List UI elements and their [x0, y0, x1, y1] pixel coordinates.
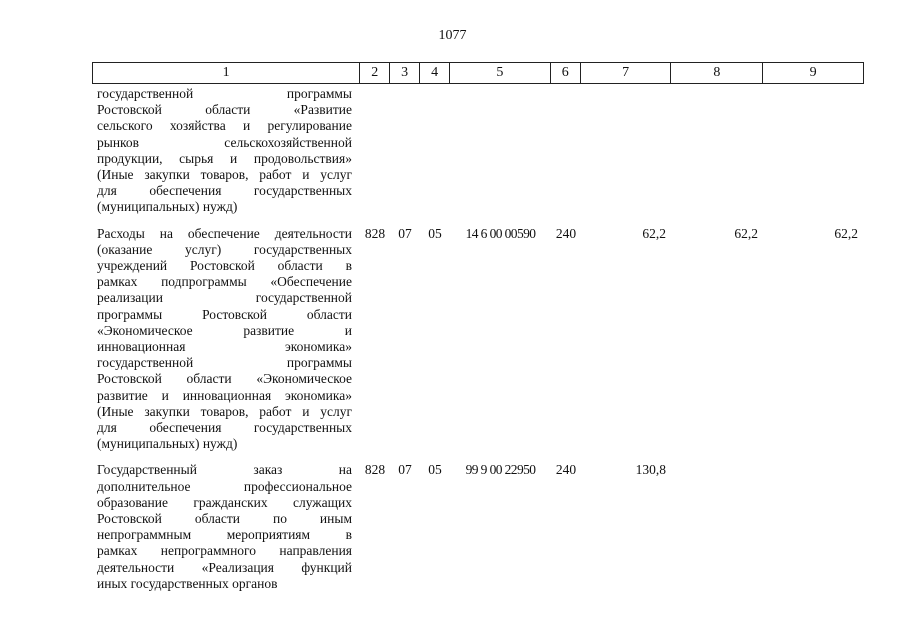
table-row	[92, 462, 864, 592]
description-line: Ростовской области «Экономическое	[97, 371, 352, 387]
cell-column-3: 07	[398, 462, 412, 478]
cell-column-4: 05	[428, 225, 442, 241]
description-line: рамках непрограммного направления	[97, 543, 352, 559]
cell-column-5: 14 6 00 00590	[465, 225, 536, 241]
description-line: (муниципальных) нужд)	[97, 436, 238, 452]
column-header-8: 8	[671, 63, 763, 83]
description-line: «Экономическое развитие и	[97, 322, 352, 338]
cell-column-7: 62,2	[642, 225, 666, 241]
table-body	[92, 86, 864, 592]
description-line: государственной программы	[97, 355, 352, 371]
description-line: (муниципальных) нужд)	[97, 199, 238, 215]
cell-column-3: 07	[398, 225, 412, 241]
table-row	[92, 86, 864, 216]
cell-column-9: 62,2	[834, 225, 858, 241]
description-line: (оказание услуг) государственных	[97, 241, 352, 257]
column-header-4: 4	[420, 63, 450, 83]
cell-column-2: 828	[364, 462, 386, 478]
description-line: программы Ростовской области	[97, 306, 352, 322]
description-cell	[92, 226, 360, 453]
description-cell	[92, 462, 360, 592]
description-line: иных государственных органов	[97, 575, 278, 591]
description-line: (Иные закупки товаров, работ и услуг	[97, 167, 352, 183]
cell-column-5: 99 9 00 22950	[465, 462, 536, 478]
description-line: сельского хозяйства и регулирование	[97, 118, 352, 134]
description-line: учреждений Ростовской области в	[97, 258, 352, 274]
column-header-1: 1	[93, 63, 360, 83]
cell-column-4: 05	[428, 462, 442, 478]
description-line: продукции, сырья и продовольствия»	[97, 150, 352, 166]
description-line: рынков сельскохозяйственной	[97, 134, 352, 150]
cell-column-2: 828	[364, 225, 386, 241]
description-line: Государственный заказ на	[97, 462, 352, 478]
description-line: инновационная экономика»	[97, 339, 352, 355]
page-number: 1077	[438, 28, 467, 43]
column-header-9: 9	[809, 65, 817, 80]
description-line: рамках подпрограммы «Обеспечение	[97, 274, 352, 290]
description-line: образование гражданских служащих	[97, 494, 352, 510]
column-header-3: 3	[390, 63, 420, 83]
description-line: для обеспечения государственных	[97, 183, 352, 199]
column-header-7: 7	[581, 63, 672, 83]
description-line: для обеспечения государственных	[97, 420, 352, 436]
column-header-5: 5	[450, 63, 551, 83]
description-line: (Иные закупки товаров, работ и услуг	[97, 403, 352, 419]
cell-column-8: 62,2	[734, 225, 758, 241]
description-cell	[92, 86, 360, 216]
description-line: Ростовской области «Развитие	[97, 102, 352, 118]
table-header	[92, 62, 864, 84]
description-line: государственной программы	[97, 86, 352, 101]
column-header-2: 2	[360, 63, 390, 83]
column-header-6: 6	[551, 63, 581, 83]
description-line: реализации государственной	[97, 290, 352, 306]
description-line: непрограммным мероприятиям в	[97, 527, 352, 543]
description-line: Ростовской области по иным	[97, 511, 352, 527]
description-line: деятельности «Реализация функций	[97, 559, 352, 575]
cell-column-6: 240	[555, 462, 577, 478]
description-line: дополнительное профессиональное	[97, 478, 352, 494]
description-line: развитие и инновационная экономика»	[97, 387, 352, 403]
cell-column-6: 240	[555, 225, 577, 241]
cell-column-7: 130,8	[635, 462, 666, 478]
table-row	[92, 226, 864, 453]
description-line: Расходы на обеспечение деятельности	[97, 225, 352, 241]
